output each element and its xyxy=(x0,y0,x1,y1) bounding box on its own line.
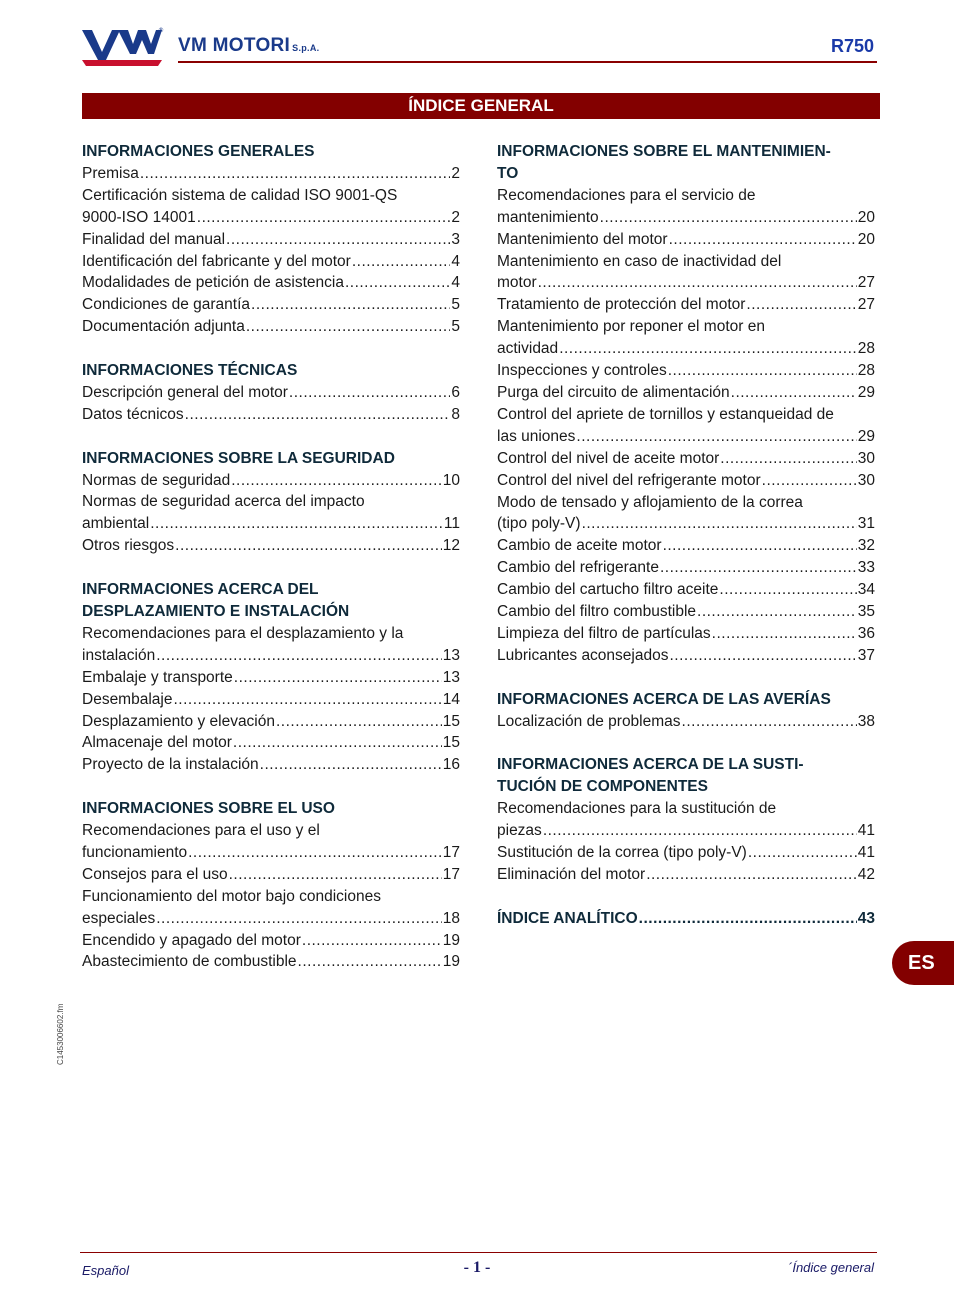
toc-entry-row xyxy=(82,667,460,689)
language-tab[interactable]: ES xyxy=(892,941,954,985)
toc-leader-dots xyxy=(582,513,857,535)
toc-entry-label: Localización de problemas xyxy=(497,712,681,730)
toc-entry-row xyxy=(497,842,875,864)
toc-entry[interactable] xyxy=(82,382,460,404)
toc-entry-page: 41 xyxy=(857,822,875,840)
toc-leader-dots xyxy=(173,689,441,711)
toc-entry[interactable] xyxy=(497,470,875,492)
toc-leader-dots xyxy=(352,251,451,273)
toc-entry-label: Desembalaje xyxy=(82,690,173,708)
toc-entry-label: actividad xyxy=(497,340,559,358)
toc-section-title: INFORMACIONES SOBRE EL USO xyxy=(82,800,335,818)
toc-entry-row xyxy=(497,557,875,579)
toc-entry-row xyxy=(497,645,875,667)
toc-entry-row xyxy=(82,251,460,273)
toc-entry-row xyxy=(497,535,875,557)
toc-entry-page: 14 xyxy=(442,690,460,708)
toc-entry-row xyxy=(82,382,460,404)
toc-section xyxy=(82,141,460,338)
toc-leader-dots xyxy=(233,732,442,754)
toc-section-title: INFORMACIONES SOBRE EL MANTENIMIEN- xyxy=(497,143,831,160)
toc-leader-dots xyxy=(298,951,442,973)
toc-leader-dots xyxy=(646,864,857,886)
toc-entry-label-line: Recomendaciones para el servicio de xyxy=(497,186,756,204)
file-code: C1453006602.fm xyxy=(56,1003,65,1065)
toc-entry-page: 29 xyxy=(857,383,875,401)
toc-entry-page: 10 xyxy=(442,471,460,489)
toc-entry-row xyxy=(82,316,460,338)
toc-entry[interactable] xyxy=(497,448,875,470)
toc-leader-dots xyxy=(345,272,450,294)
toc-entry-label: instalación xyxy=(82,646,156,664)
toc-entry-row xyxy=(82,294,460,316)
toc-entry-label: Otros riesgos xyxy=(82,537,175,555)
toc-leader-dots xyxy=(234,667,442,689)
toc-entry-row xyxy=(497,207,875,229)
toc-entry[interactable] xyxy=(82,294,460,316)
toc-leader-dots xyxy=(576,426,856,448)
toc-entry-row xyxy=(497,382,875,404)
toc-entry[interactable] xyxy=(497,251,875,295)
toc-entry-label: Descripción general del motor xyxy=(82,383,288,401)
toc-entry-label: Purga del circuito de alimentación xyxy=(497,383,730,401)
toc-entry-label: ambiental xyxy=(82,515,150,533)
right-column xyxy=(497,141,875,930)
toc-leader-dots xyxy=(746,294,856,316)
toc-entry[interactable] xyxy=(497,360,875,382)
toc-entry-row xyxy=(82,842,460,864)
toc-entry[interactable] xyxy=(82,491,460,535)
toc-entry[interactable] xyxy=(497,535,875,557)
toc-entry[interactable] xyxy=(82,316,460,338)
toc-entry-page: 18 xyxy=(442,909,460,927)
toc-leader-dots xyxy=(663,535,857,557)
toc-entry[interactable] xyxy=(497,842,875,864)
toc-entry-page: 30 xyxy=(857,449,875,467)
header-divider xyxy=(178,61,877,63)
toc-entry[interactable] xyxy=(497,404,875,448)
toc-entry[interactable] xyxy=(497,601,875,623)
toc-entry[interactable] xyxy=(82,689,460,711)
toc-leader-dots xyxy=(731,382,857,404)
toc-entry-page: 8 xyxy=(451,405,460,423)
toc-entry[interactable] xyxy=(82,272,460,294)
toc-leader-dots xyxy=(720,448,856,470)
toc-entry-page: 27 xyxy=(857,274,875,292)
toc-entry-row xyxy=(82,163,460,185)
toc-entry-label: Premisa xyxy=(82,164,139,182)
toc-entry-page: 37 xyxy=(857,646,875,664)
toc-section-title: INFORMACIONES ACERCA DEL xyxy=(82,581,319,599)
toc-entry[interactable] xyxy=(82,754,460,776)
toc-entry-label: Documentación adjunta xyxy=(82,318,245,336)
toc-leader-dots xyxy=(140,163,451,185)
toc-entry-row xyxy=(497,360,875,382)
toc-entry-label: funcionamiento xyxy=(82,843,188,861)
left-column xyxy=(82,141,460,995)
right-column-sections xyxy=(497,141,875,886)
toc-entry-label: piezas xyxy=(497,822,542,840)
toc-entry-page: 13 xyxy=(442,668,460,686)
toc-entry-label: Cambio del cartucho filtro aceite xyxy=(497,581,719,599)
toc-entry-page: 4 xyxy=(451,252,460,270)
toc-entry-label-line: Normas de seguridad acerca del impacto xyxy=(82,493,365,511)
toc-entry-page: 6 xyxy=(451,383,460,401)
toc-leader-dots xyxy=(559,338,857,360)
toc-entry-label-line: Modo de tensado y aflojamiento de la correa xyxy=(497,493,803,511)
toc-entry-page: 19 xyxy=(442,931,460,949)
toc-entry[interactable] xyxy=(82,732,460,754)
toc-leader-dots xyxy=(231,470,442,492)
toc-section-title: DESPLAZAMIENTO E INSTALACIÓN xyxy=(82,602,350,620)
toc-entry-page: 17 xyxy=(442,865,460,883)
toc-section xyxy=(82,360,460,426)
toc-entry[interactable] xyxy=(82,864,460,886)
toc-entry-row xyxy=(82,470,460,492)
toc-leader-dots xyxy=(600,207,857,229)
footer-divider xyxy=(80,1252,877,1253)
toc-entry[interactable] xyxy=(82,711,460,733)
toc-entry-page: 12 xyxy=(442,537,460,555)
toc-entry-label: Finalidad del manual xyxy=(82,230,226,248)
toc-entry[interactable] xyxy=(497,645,875,667)
toc-entry[interactable] xyxy=(82,951,460,973)
toc-entry-label: Consejos para el uso xyxy=(82,865,228,883)
toc-entry[interactable] xyxy=(497,557,875,579)
toc-entry-label-line: Recomendaciones para el uso y el xyxy=(82,822,320,840)
toc-entry-label: ÍNDICE ANALÍTICO xyxy=(497,909,638,927)
toc-entry[interactable] xyxy=(497,382,875,404)
toc-entry[interactable] xyxy=(497,185,875,229)
toc-entry[interactable] xyxy=(497,316,875,360)
toc-section-title: INFORMACIONES SOBRE LA SEGURIDAD xyxy=(82,449,395,467)
toc-entry[interactable] xyxy=(497,579,875,601)
toc-leader-dots xyxy=(669,229,857,251)
toc-entry-label: motor xyxy=(497,274,537,292)
toc-leader-dots xyxy=(712,623,857,645)
toc-entry-label-line: Funcionamiento del motor bajo condiciones xyxy=(82,887,381,905)
toc-section-title: TO xyxy=(497,164,519,182)
toc-entry-row xyxy=(82,535,460,557)
toc-entry-page: 11 xyxy=(443,515,460,533)
toc-entry-label: Eliminación del motor xyxy=(497,865,646,883)
toc-entry-page: 17 xyxy=(442,843,460,861)
toc-entry-label: mantenimiento xyxy=(497,208,599,226)
toc-entry-page: 32 xyxy=(857,537,875,555)
toc-entry-label: Inspecciones y controles xyxy=(497,362,667,380)
toc-entry[interactable] xyxy=(82,535,460,557)
footer-section: ´Índice general xyxy=(788,1260,874,1275)
toc-entry-label: especiales xyxy=(82,909,156,927)
toc-entry-row xyxy=(497,294,875,316)
brand-name: VM MOTORI S.p.A. xyxy=(178,35,320,56)
toc-entry-label: Tratamiento de protección del motor xyxy=(497,296,746,314)
toc-entry[interactable] xyxy=(82,185,460,229)
svg-text:®: ® xyxy=(158,27,164,34)
toc-entry-label: Sustitución de la correa (tipo poly-V) xyxy=(497,843,747,861)
toc-entry-page: 42 xyxy=(857,865,875,883)
toc-entry-label: Almacenaje del motor xyxy=(82,734,232,752)
toc-entry-label-line: Control del apriete de tornillos y estanqueidad de xyxy=(497,405,834,423)
toc-entry-label: Cambio de aceite motor xyxy=(497,537,662,555)
toc-leader-dots xyxy=(762,470,857,492)
toc-entry-label: Encendido y apagado del motor xyxy=(82,931,301,949)
toc-entry-label: Normas de seguridad xyxy=(82,471,231,489)
toc-entry-label: Condiciones de garantía xyxy=(82,296,251,314)
toc-entry[interactable] xyxy=(82,251,460,273)
toc-entry[interactable] xyxy=(82,163,460,185)
toc-entry-label: Abastecimiento de combustible xyxy=(82,953,297,971)
toc-leader-dots xyxy=(229,864,442,886)
toc-entry-page: 2 xyxy=(451,208,460,226)
toc-entry-row xyxy=(82,513,460,535)
toc-entry-label: Control del nivel del refrigerante motor xyxy=(497,471,761,489)
toc-entry[interactable] xyxy=(82,404,460,426)
toc-leader-dots xyxy=(188,842,442,864)
toc-entry-row xyxy=(82,908,460,930)
toc-entry-row xyxy=(497,470,875,492)
page-number: - 1 - xyxy=(463,1259,491,1276)
toc-entry[interactable] xyxy=(82,229,460,251)
toc-entry-label: Mantenimiento del motor xyxy=(497,230,668,248)
toc-entry-row xyxy=(497,820,875,842)
toc-leader-dots xyxy=(175,535,442,557)
toc-entry-label: (tipo poly-V) xyxy=(497,515,581,533)
toc-leader-dots xyxy=(682,711,857,733)
toc-entry-label: las uniones xyxy=(497,427,576,445)
toc-section xyxy=(497,754,875,885)
toc-entry[interactable] xyxy=(82,623,460,667)
toc-entry-row xyxy=(497,513,875,535)
toc-section xyxy=(497,689,875,733)
toc-leader-dots xyxy=(226,229,450,251)
toc-entry[interactable] xyxy=(82,886,460,930)
toc-entry-row xyxy=(82,754,460,776)
toc-entry-label-line: Certificación sistema de calidad ISO 9001-QS xyxy=(82,186,398,204)
toc-entry[interactable] xyxy=(497,294,875,316)
toc-entry-page: 15 xyxy=(442,712,460,730)
toc-entry-label: Limpieza del filtro de partículas xyxy=(497,624,711,642)
toc-entry[interactable] xyxy=(82,667,460,689)
toc-leader-dots xyxy=(289,382,450,404)
toc-entry-label: Datos técnicos xyxy=(82,405,184,423)
toc-entry-page: 20 xyxy=(857,230,875,248)
toc-section-title: INFORMACIONES ACERCA DE LA SUSTI- xyxy=(497,756,804,774)
toc-entry-row xyxy=(497,229,875,251)
toc-entry-row xyxy=(82,404,460,426)
toc-leader-dots xyxy=(185,404,451,426)
toc-entry-label-line: Recomendaciones para el desplazamiento y la xyxy=(82,624,404,642)
toc-entry-label: Desplazamiento y elevación xyxy=(82,712,275,730)
toc-entry[interactable] xyxy=(82,470,460,492)
toc-entry-label: Identificación del fabricante y del motor xyxy=(82,252,351,270)
toc-entry-page: 43 xyxy=(857,909,875,927)
toc-leader-dots xyxy=(156,908,442,930)
toc-entry-row xyxy=(497,448,875,470)
toc-entry[interactable] xyxy=(497,229,875,251)
toc-entry-page: 5 xyxy=(451,318,460,336)
toc-entry-row xyxy=(497,623,875,645)
toc-entry-row xyxy=(82,864,460,886)
toc-section-title: INFORMACIONES GENERALES xyxy=(82,143,315,160)
toc-entry-row xyxy=(497,579,875,601)
toc-entry-page: 3 xyxy=(451,230,460,248)
toc-section xyxy=(497,141,875,667)
toc-entry-page: 33 xyxy=(857,559,875,577)
toc-leader-dots xyxy=(150,513,443,535)
toc-section xyxy=(82,448,460,558)
toc-entry-row xyxy=(497,601,875,623)
toc-entry-analytic-index[interactable] xyxy=(497,908,875,930)
toc-entry[interactable] xyxy=(497,492,875,536)
toc-leader-dots xyxy=(669,645,856,667)
toc-entry[interactable] xyxy=(497,864,875,886)
toc-entry-label-line: Recomendaciones para la sustitución de xyxy=(497,800,777,818)
model-code: R750 xyxy=(830,36,874,56)
toc-leader-dots xyxy=(260,754,442,776)
toc-entry-row xyxy=(82,207,460,229)
toc-entry[interactable] xyxy=(497,711,875,733)
toc-entry-page: 20 xyxy=(857,208,875,226)
toc-entry-row xyxy=(82,689,460,711)
toc-entry-row xyxy=(82,930,460,952)
toc-entry-row xyxy=(82,229,460,251)
toc-entry-label-line: Mantenimiento por reponer el motor en xyxy=(497,318,765,336)
toc-entry-label: Embalaje y transporte xyxy=(82,668,233,686)
toc-entry-label: 9000-ISO 14001 xyxy=(82,208,196,226)
toc-section xyxy=(82,798,460,973)
toc-leader-dots xyxy=(538,272,857,294)
toc-section-title: TUCIÓN DE COMPONENTES xyxy=(497,778,708,796)
toc-entry-page: 38 xyxy=(857,712,875,730)
toc-entry-row xyxy=(82,645,460,667)
toc-entry-page: 28 xyxy=(857,340,875,358)
toc-entry-page: 15 xyxy=(442,734,460,752)
toc-entry-page: 41 xyxy=(857,843,875,861)
toc-leader-dots xyxy=(246,316,451,338)
toc-entry-page: 34 xyxy=(857,581,875,599)
footer-language: Español xyxy=(82,1263,129,1278)
toc-leader-dots xyxy=(719,579,856,601)
toc-entry-row xyxy=(497,338,875,360)
toc-leader-dots xyxy=(251,294,450,316)
toc-section xyxy=(82,579,460,776)
toc-entry-page: 5 xyxy=(451,296,460,314)
toc-leader-dots xyxy=(276,711,442,733)
toc-entry-row xyxy=(497,426,875,448)
toc-entry[interactable] xyxy=(497,623,875,645)
toc-leader-dots xyxy=(697,601,857,623)
toc-entry-page: 31 xyxy=(857,515,875,533)
toc-entry-row xyxy=(82,711,460,733)
toc-entry-label: Lubricantes aconsejados xyxy=(497,646,669,664)
toc-entry-page: 16 xyxy=(442,756,460,774)
toc-leader-dots xyxy=(668,360,857,382)
toc-entry-label: Control del nivel de aceite motor xyxy=(497,449,720,467)
toc-entry-page: 4 xyxy=(451,274,460,292)
toc-leader-dots xyxy=(197,207,451,229)
toc-entry-row xyxy=(82,732,460,754)
toc-entry[interactable] xyxy=(82,820,460,864)
toc-entry-page: 30 xyxy=(857,471,875,489)
toc-entry-row xyxy=(82,272,460,294)
toc-entry-page: 2 xyxy=(451,164,460,182)
toc-entry-label: Cambio del filtro combustible xyxy=(497,603,697,621)
toc-entry[interactable] xyxy=(82,930,460,952)
toc-leader-dots xyxy=(156,645,442,667)
toc-entry-label: Modalidades de petición de asistencia xyxy=(82,274,344,292)
toc-entry-row xyxy=(497,711,875,733)
toc-entry-row xyxy=(497,864,875,886)
toc-leader-dots xyxy=(639,908,857,930)
toc-leader-dots xyxy=(748,842,857,864)
toc-entry-page: 19 xyxy=(442,953,460,971)
toc-entry-page: 35 xyxy=(857,603,875,621)
toc-entry[interactable] xyxy=(497,798,875,842)
toc-section-title: INFORMACIONES TÉCNICAS xyxy=(82,362,298,380)
toc-entry-page: 29 xyxy=(857,427,875,445)
toc-leader-dots xyxy=(543,820,857,842)
toc-entry-page: 27 xyxy=(857,296,875,314)
toc-leader-dots xyxy=(660,557,857,579)
toc-entry-row xyxy=(497,272,875,294)
toc-entry-label: Cambio del refrigerante xyxy=(497,559,659,577)
toc-entry-label-line: Mantenimiento en caso de inactividad del xyxy=(497,252,782,270)
toc-section-title: INFORMACIONES ACERCA DE LAS AVERÍAS xyxy=(497,690,831,708)
toc-entry-row xyxy=(82,951,460,973)
page-title: ÍNDICE GENERAL xyxy=(82,93,880,119)
toc-entry-page: 28 xyxy=(857,362,875,380)
toc-leader-dots xyxy=(302,930,442,952)
toc-entry-page: 13 xyxy=(442,646,460,664)
toc-entry-label: Proyecto de la instalación xyxy=(82,756,259,774)
toc-entry-page: 36 xyxy=(857,624,875,642)
